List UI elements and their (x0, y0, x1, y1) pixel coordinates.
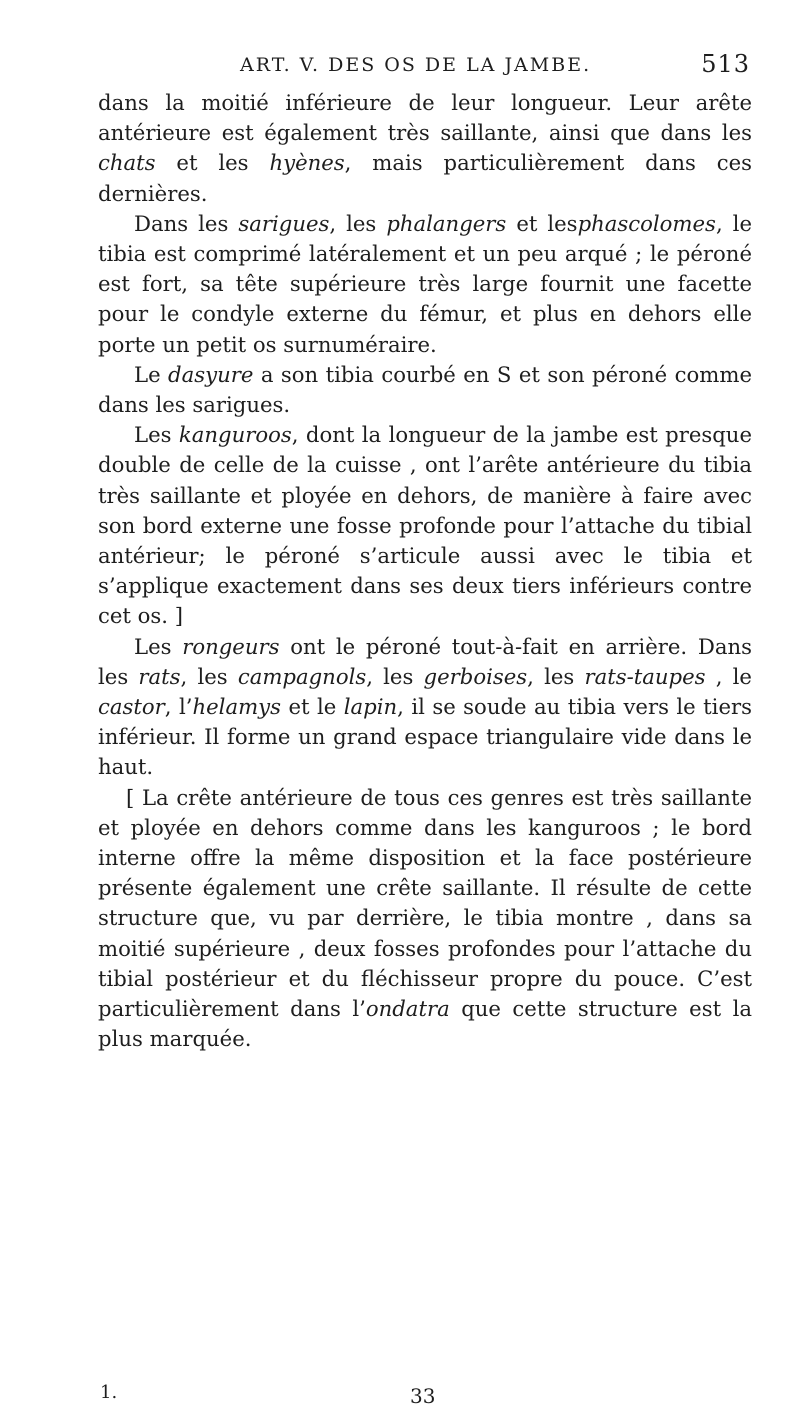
text-run: Les (134, 633, 183, 659)
italic-term: castor (98, 694, 165, 720)
italic-term: hyènes (269, 150, 345, 176)
text-run: Le (134, 361, 169, 387)
page-header (100, 50, 750, 84)
text-run: , il se soude au tibia vers le tiers inférieur. Il forme un grand espace triangulaire vide dans le haut. (98, 694, 752, 780)
italic-term: lapin (343, 694, 398, 720)
italic-term: rats-taupes (584, 663, 706, 689)
text-run: et les (506, 210, 578, 236)
running-head: ART. V. DES OS DE LA JAMBE. (240, 54, 592, 76)
text-run: Dans les (134, 210, 239, 236)
paragraph-4 (98, 420, 752, 631)
italic-term: chats (98, 150, 156, 176)
text-run: , l’ (164, 694, 193, 720)
paragraph-6 (98, 783, 752, 1055)
italic-term: dasyure (168, 361, 254, 387)
page-footer (100, 1382, 750, 1412)
text-run: et le (281, 694, 344, 720)
text-run: a son tibia courbé en S et son péroné comme dans les sarigues. (98, 361, 752, 418)
page-number: 513 (701, 50, 750, 78)
text-run: ont le péroné tout-à-fait en arrière. Dans les (98, 633, 752, 689)
text-run: dans la moitié inférieure de leur longueur. Leur arête antérieure est également très saillante, ainsi que dans les (98, 90, 752, 146)
italic-term: phascolomes (577, 210, 716, 236)
text-run: , le (705, 663, 752, 689)
text-run: , les (180, 663, 238, 689)
text-run: , le tibia est comprimé latéralement et un peu arqué ; le péroné est fort, sa tête supérieure très large fournit une facette pour le condyle externe du fémur, et plus en dehors elle porte un petit os surnuméraire. (98, 210, 752, 357)
italic-term: gerboises (423, 663, 528, 689)
text-run: [ La crête antérieure de tous ces genres est très saillante et ployée en dehors comme dans les kanguroos ; le bord interne offre la même disposition et la face postérieure présente également une crête saillante. Il résulte de cette structure que, vu par derrière, le tibia montre , dans sa moitié supérieure , deux fosses profondes pour l’attache du tibial postérieur et du fléchisseur propre du pouce. C’est particulièrement dans l’ (98, 784, 752, 1022)
italic-term: ondatra (365, 996, 450, 1022)
italic-term: phalangers (386, 210, 507, 236)
italic-term: campagnols (237, 663, 367, 689)
italic-term: helamys (192, 694, 282, 720)
text-run: que cette structure est la plus marquée. (98, 996, 752, 1052)
body-text (98, 88, 752, 1055)
text-run: , les (366, 663, 424, 689)
italic-term: rongeurs (182, 633, 280, 659)
signature-mark: 1. (100, 1382, 118, 1403)
text-run: Les (134, 422, 179, 448)
text-run: , dont la longueur de la jambe est presque double de celle de la cuisse , ont l’arête antérieure du tibia très saillante et ployée en dehors, de manière à faire avec son bord externe une fosse profonde pour l’attache du tibial antérieur; le péroné s’articule aussi avec le tibia et s’applique exactement dans ses deux tiers inférieurs contre cet os. ] (98, 422, 752, 629)
gathering-number: 33 (410, 1384, 436, 1408)
text-run: , mais particulièrement dans ces dernières. (98, 150, 752, 206)
italic-term: sarigues (238, 210, 330, 236)
paragraph-2 (98, 209, 752, 360)
italic-term: kanguroos (178, 422, 292, 448)
text-run: , les (527, 663, 585, 689)
paragraph-3 (98, 360, 752, 420)
paragraph-1 (98, 88, 752, 209)
text-run: et les (155, 150, 270, 176)
paragraph-5 (98, 632, 752, 783)
italic-term: rats (138, 663, 181, 689)
text-run: , les (329, 210, 387, 236)
